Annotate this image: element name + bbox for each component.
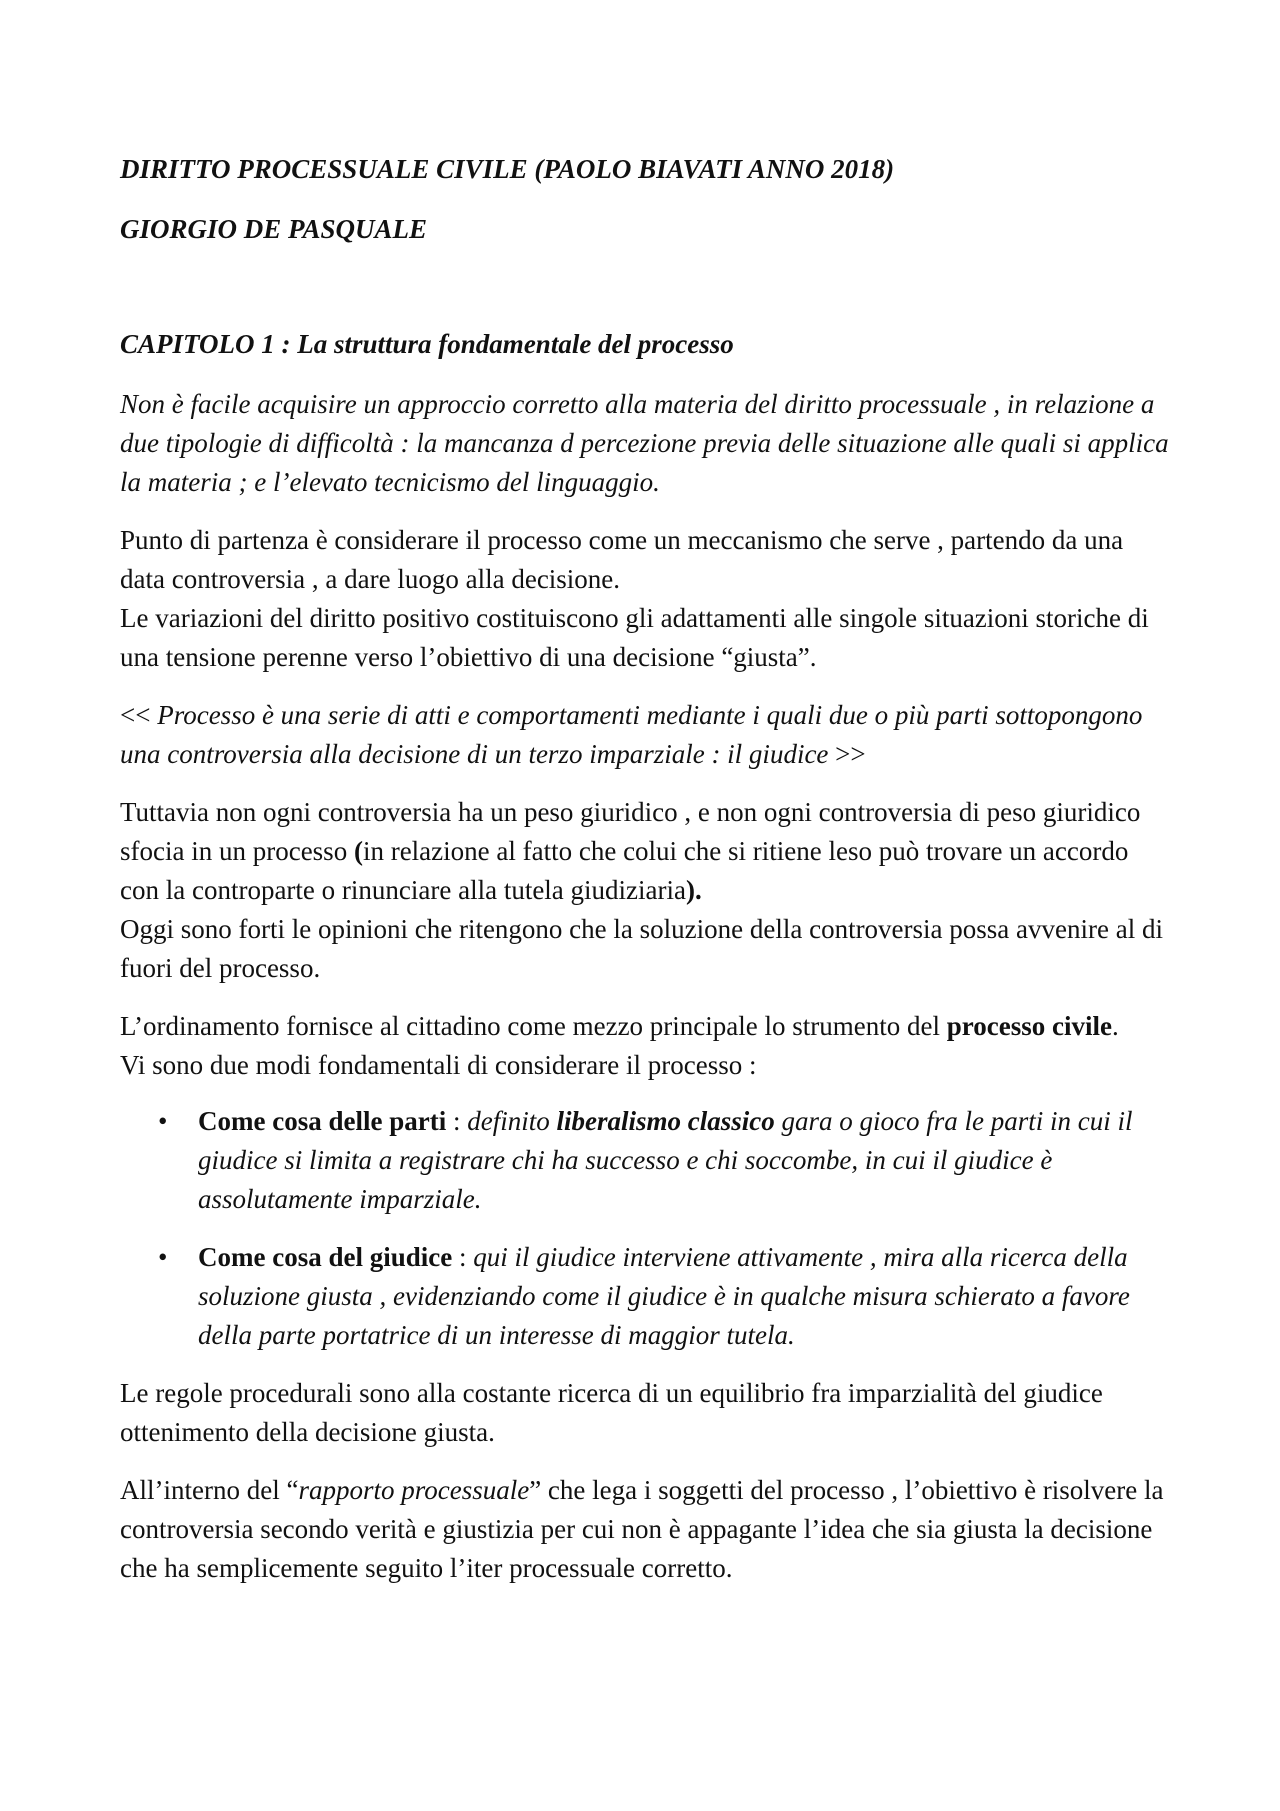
quote-text: Processo è una serie di atti e comportamenti mediante i quali due o più parti sottopongono una controversia alla decisione di un terzo imparziale : il giudice bbox=[120, 700, 1143, 769]
paragraph-line: Punto di partenza è considerare il processo come un meccanismo che serve , partendo da una data controversia , a dare luogo alla decisione. bbox=[120, 525, 1124, 594]
bullet-text: gara o gioco fra le parti in cui il giudice si limita a registrare chi ha successo e chi soccombe, in cui il giudice è assolutamente imparziale. bbox=[198, 1106, 1133, 1214]
quote-open-mark: << bbox=[120, 700, 158, 730]
paragraph-civil-process bbox=[120, 1007, 1170, 1085]
paragraph-text: ” che lega i soggetti del processo , l’obiettivo è risolvere la controversia secondo verità e giustizia per cui non è appagante l’idea che sia giusta la decisione che ha semplicemente seguito l’iter processuale corretto. bbox=[120, 1475, 1164, 1583]
quote-close-mark: >> bbox=[835, 739, 866, 769]
intro-paragraph: Non è facile acquisire un approccio corretto alla materia del diritto processuale , in relazione a due tipologie di difficoltà : la mancanza d percezione previa delle situazione alle quali si applica la materia ; e l’elevato tecnicismo del linguaggio. bbox=[120, 389, 1169, 497]
bullet-icon: • bbox=[158, 1242, 168, 1272]
paragraph-procedural-rules: Le regole procedurali sono alla costante ricerca di un equilibrio fra imparzialità del giudice ottenimento della decisione giusta. bbox=[120, 1378, 1103, 1447]
bold-term: processo civile bbox=[946, 1011, 1112, 1041]
paragraph-line: Oggi sono forti le opinioni che ritengono che la soluzione della controversia possa avvenire al di fuori del processo. bbox=[120, 914, 1163, 983]
paragraph-text: All’interno del “ bbox=[120, 1475, 299, 1505]
italic-term: rapporto processuale bbox=[298, 1475, 530, 1505]
bullet-separator: : bbox=[452, 1242, 474, 1272]
paragraph-text: L’ordinamento fornisce al cittadino come mezzo principale lo strumento del bbox=[120, 1011, 947, 1041]
paragraph-text: Tuttavia non ogni controversia ha un peso giuridico , e non ogni controversia di peso giuridico sfocia in un processo bbox=[120, 797, 1141, 866]
bullet-text: qui il giudice interviene attivamente , mira alla ricerca della soluzione giusta , evidenziando come il giudice è in qualche misura schierato a favore della parte portatrice di un interesse di maggior tutela. bbox=[198, 1242, 1130, 1350]
document-title: DIRITTO PROCESSUALE CIVILE (PAOLO BIAVATI ANNO 2018) bbox=[120, 154, 895, 184]
paragraph-text: in relazione al fatto che colui che si ritiene leso può trovare un accordo con la controparte o rinunciare alla tutela giudiziaria bbox=[120, 836, 1129, 905]
quote-paragraph bbox=[120, 696, 1170, 774]
paragraph-line: Le variazioni del diritto positivo costituiscono gli adattamenti alle singole situazioni storiche di una tensione perenne verso l’obiettivo di una decisione “giusta”. bbox=[120, 603, 1149, 672]
bullet-separator: : bbox=[446, 1106, 468, 1136]
list-item bbox=[120, 1102, 1170, 1219]
paragraph-procedural-relationship bbox=[120, 1471, 1170, 1588]
bullet-list bbox=[120, 1102, 1170, 1355]
bullet-icon: • bbox=[158, 1106, 168, 1136]
paren-open: ( bbox=[353, 836, 363, 866]
bullet-bold-term: liberalismo classico bbox=[556, 1106, 775, 1136]
document-page bbox=[120, 150, 1170, 1607]
paragraph-controversy bbox=[120, 793, 1170, 988]
chapter-heading: CAPITOLO 1 : La struttura fondamentale del processo bbox=[120, 329, 734, 359]
bullet-label: Come cosa delle parti bbox=[198, 1106, 447, 1136]
list-item bbox=[120, 1238, 1170, 1355]
bullet-text: definito bbox=[467, 1106, 557, 1136]
paren-close: ). bbox=[686, 875, 702, 905]
bullet-label: Come cosa del giudice bbox=[198, 1242, 453, 1272]
paragraph-line: Vi sono due modi fondamentali di considerare il processo : bbox=[120, 1050, 757, 1080]
document-author: GIORGIO DE PASQUALE bbox=[120, 214, 428, 244]
paragraph-text: . bbox=[1111, 1011, 1119, 1041]
paragraph-process-definition bbox=[120, 521, 1170, 677]
